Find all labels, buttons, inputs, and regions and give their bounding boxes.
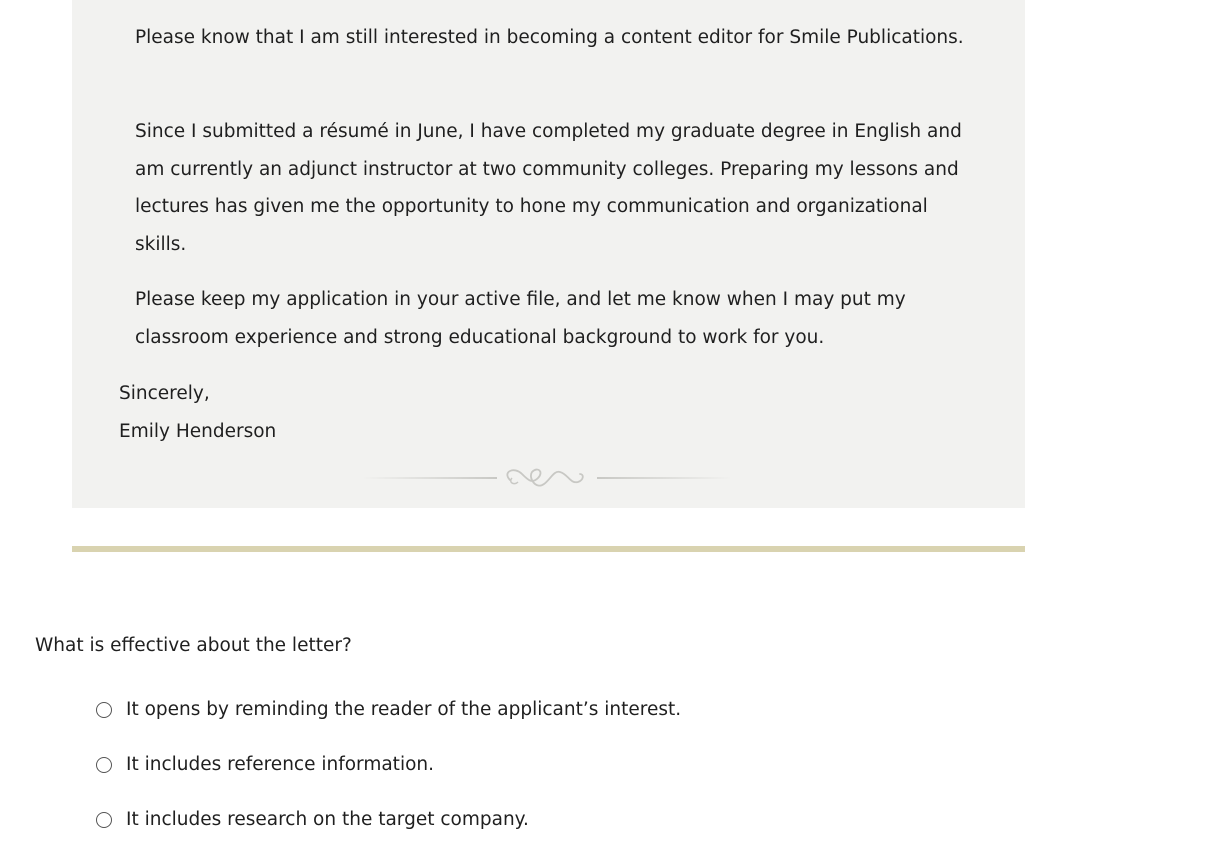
radio-button-icon[interactable] [96,757,112,773]
answer-option-label[interactable]: It opens by reminding the reader of the applicant’s interest. [126,699,682,720]
letter-closing: Sincerely, [119,383,210,404]
answer-option-label[interactable]: It includes reference information. [126,754,435,775]
answer-option-3[interactable] [96,806,529,834]
radio-button-icon[interactable] [96,812,112,828]
letter-paragraph-2: Since I submitted a résumé in June, I have completed my graduate degree in English and am currently an adjunct instructor at two community colleges. Preparing my lessons and lectures has given me the opportunity to hone my communication and organizational skills. [135,121,962,255]
radio-button-icon[interactable] [96,702,112,718]
letter-paragraph-1: Please know that I am still interested in becoming a content editor for Smile Publications. [135,27,964,48]
letter-signature: Emily Henderson [119,421,277,442]
answer-option-2[interactable] [96,751,434,779]
letter-paragraph-3: Please keep my application in your active file, and let me know when I may put my classroom experience and strong educational background to work for you. [135,289,906,348]
section-divider [72,546,1025,552]
answer-option-1[interactable] [96,696,681,724]
question-prompt: What is effective about the letter? [35,635,352,656]
letter-panel [72,0,1025,508]
flourish-divider-icon [362,462,732,496]
answer-option-label[interactable]: It includes research on the target company. [126,809,529,830]
